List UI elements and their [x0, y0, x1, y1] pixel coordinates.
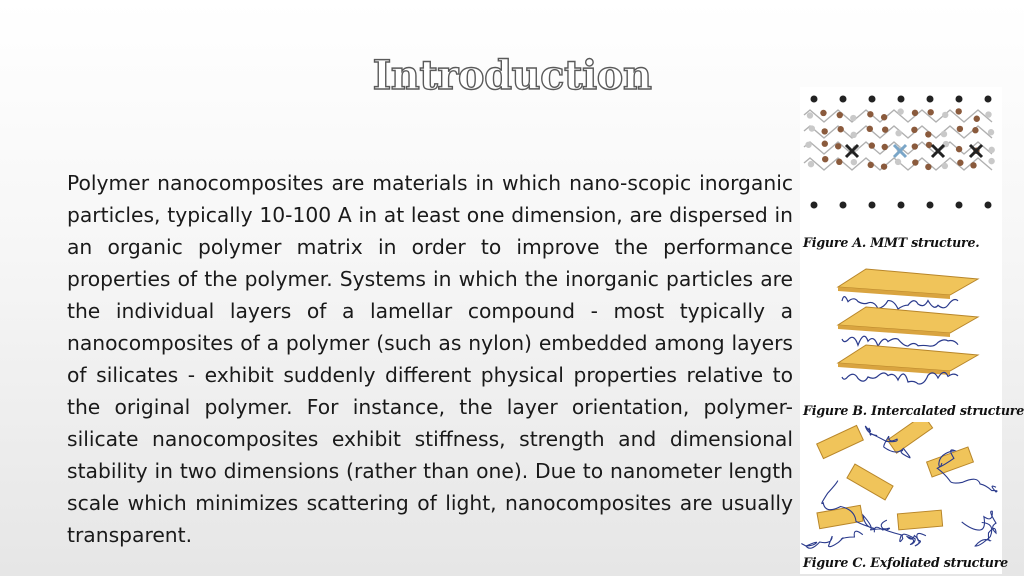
- atom: [840, 202, 847, 209]
- atom: [927, 202, 934, 209]
- atom: [811, 96, 818, 103]
- atom: [927, 96, 934, 103]
- atom: [851, 159, 857, 165]
- atom: [927, 109, 933, 115]
- atom: [807, 112, 813, 118]
- atom: [850, 115, 856, 121]
- atom: [912, 159, 918, 165]
- atom: [926, 142, 932, 148]
- cation-marker: [932, 145, 944, 157]
- atom: [956, 202, 963, 209]
- polymer-chain: [842, 336, 958, 346]
- atom: [988, 129, 994, 135]
- atom: [911, 127, 917, 133]
- atom: [867, 111, 873, 117]
- atom: [912, 143, 918, 149]
- figure-column: [800, 87, 1024, 574]
- atom: [837, 112, 843, 118]
- atom: [895, 159, 901, 165]
- atom: [882, 126, 888, 132]
- atom: [957, 160, 963, 166]
- silicate-plate: [817, 505, 863, 528]
- atom: [898, 202, 905, 209]
- atom: [840, 96, 847, 103]
- atom: [956, 96, 963, 103]
- exfoliated-structure-illustration: [800, 422, 1002, 550]
- atom: [805, 142, 811, 148]
- atom: [957, 126, 963, 132]
- atom: [956, 108, 962, 114]
- atom: [881, 114, 887, 120]
- atom: [869, 96, 876, 103]
- atom: [881, 163, 887, 169]
- figure-a-panel: [800, 87, 1002, 257]
- atom: [925, 131, 931, 137]
- figure-b-caption: Figure B. Intercalated structure: [803, 403, 1024, 418]
- body-paragraph: Polymer nanocomposites are materials in which nano-scopic inorganic particles, typically 10-100 A in at least one dimension, are dispersed in an organic polymer matrix in order to improve the performance properties of the polymer. Systems in which the inorganic particles are the individual layers of a lamellar compound - most typically a nanocomposites of a polymer (such as nylon) embedded among layers of silicates - exhibit suddenly different physical properties relative to the original polymer. For instance, the layer orientation, polymer-silicate nanocomposites exhibit stiffness, strength and dimensional stability in two dimensions (rather than one). Due to nanometer length scale which minimizes scattering of light, nanocomposites are usually transparent.: [67, 171, 793, 547]
- atom: [837, 126, 843, 132]
- atom: [970, 162, 976, 168]
- atom: [985, 202, 992, 209]
- cation-marker: [970, 145, 982, 157]
- atom: [912, 110, 918, 116]
- atom: [941, 131, 947, 137]
- atom: [942, 112, 948, 118]
- silicate-plate: [847, 464, 893, 500]
- figure-c-panel: [800, 422, 1008, 574]
- slide-title: Introduction: [372, 52, 652, 99]
- silicate-plate: [817, 425, 864, 458]
- atom: [867, 126, 873, 132]
- atom: [822, 156, 828, 162]
- silicate-plate: [897, 510, 942, 530]
- atom: [895, 130, 901, 136]
- atom: [988, 158, 994, 164]
- figure-b-panel: [800, 257, 1024, 422]
- polymer-chain: [842, 297, 958, 309]
- atom: [898, 96, 905, 103]
- atom: [956, 146, 962, 152]
- atom: [836, 159, 842, 165]
- atom: [985, 111, 991, 117]
- polymer-chain: [962, 511, 996, 546]
- figure-c-caption: Figure C. Exfoliated structure: [803, 555, 1008, 570]
- intercalated-structure-illustration: [800, 257, 1002, 397]
- atom: [808, 161, 814, 167]
- atom: [821, 128, 827, 134]
- atom: [989, 147, 995, 153]
- atom: [835, 143, 841, 149]
- atom: [972, 127, 978, 133]
- silicate-plate: [887, 422, 932, 453]
- atom: [942, 163, 948, 169]
- atom: [869, 142, 875, 148]
- atom: [809, 125, 815, 131]
- atom: [925, 164, 931, 170]
- atom: [820, 110, 826, 116]
- atom: [811, 202, 818, 209]
- figure-a-caption: Figure A. MMT structure.: [803, 235, 980, 250]
- atom: [869, 202, 876, 209]
- atom: [822, 141, 828, 147]
- mmt-structure-illustration: [800, 87, 1002, 227]
- atom: [897, 108, 903, 114]
- polymer-chain: [842, 372, 958, 384]
- polymer-chain: [802, 531, 863, 548]
- atom: [974, 116, 980, 122]
- atom: [868, 162, 874, 168]
- atom: [882, 144, 888, 150]
- atom: [985, 96, 992, 103]
- atom: [850, 132, 856, 138]
